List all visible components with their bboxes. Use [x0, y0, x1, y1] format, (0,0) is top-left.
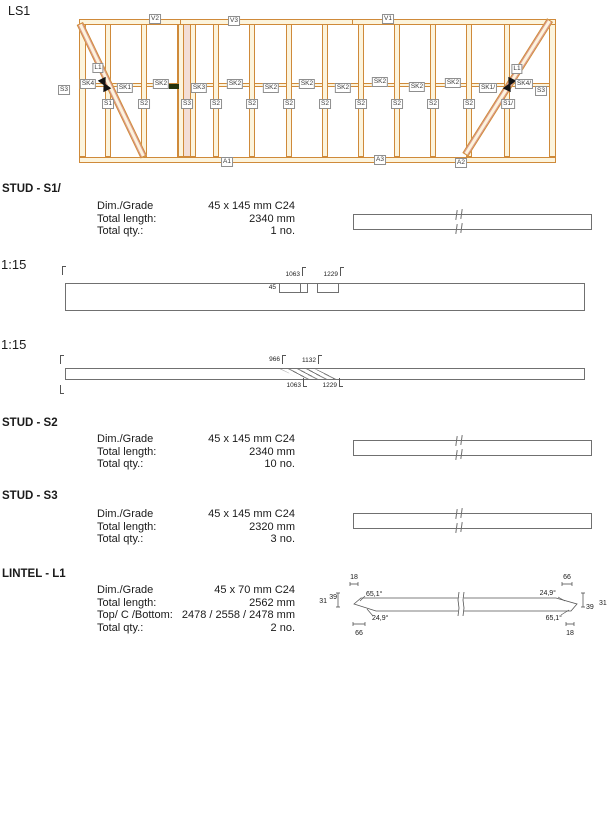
dim-right-31: 31 — [599, 600, 607, 607]
angle-top-right: 24,9° — [539, 590, 556, 597]
frame-tag-sk2: SK2 — [228, 80, 242, 87]
lintel-outline — [354, 598, 577, 611]
spec-value: 2562 mm — [249, 596, 295, 609]
spec-label: Dim./Grade — [97, 584, 154, 596]
dim-left-bottom: 66 — [355, 630, 363, 637]
frame-tag-s2: S2 — [248, 100, 256, 107]
frame-tag-a1: A1 — [223, 158, 231, 165]
spec-row — [97, 597, 295, 610]
frame-tag-s2: S2 — [429, 100, 437, 107]
spec-row — [97, 458, 295, 471]
spec-row — [97, 433, 295, 446]
frame-tag-s1: S1 — [104, 100, 112, 107]
spec-row — [97, 584, 295, 597]
panel-title: LS1 — [8, 4, 31, 18]
spec-label: Total length: — [97, 212, 157, 225]
notch-box — [300, 283, 308, 293]
break-mark — [460, 209, 462, 219]
spec-value: 2340 mm — [249, 445, 295, 458]
frame-tag-sk2: SK2 — [446, 79, 460, 86]
spec-row — [97, 521, 295, 534]
spec-label: Total length: — [97, 520, 157, 533]
break-mark — [460, 522, 462, 532]
dim-left-31: 31 — [319, 598, 327, 605]
frame-tag-s3: S3 — [60, 86, 68, 93]
frame-tag-v1: V1 — [384, 15, 392, 22]
spec-label: Top/ C /Bottom: — [97, 609, 173, 622]
spec-label: Total length: — [97, 596, 157, 609]
frame-tag-a3: A3 — [376, 156, 384, 163]
spec-table-l1 — [97, 584, 295, 634]
frame-tag-s3: S3 — [537, 87, 545, 94]
spec-value: 1 no. — [270, 225, 295, 238]
dim-right-bottom: 18 — [566, 630, 574, 637]
frame-elevation — [0, 0, 614, 172]
frame-tag-l1: L1 — [94, 64, 102, 71]
stud-s3-drawing — [353, 513, 592, 529]
spec-row — [97, 609, 295, 622]
spec-table-s3 — [97, 508, 295, 546]
notch-box — [279, 283, 301, 293]
stud — [394, 24, 400, 157]
dim-right-39: 39 — [586, 604, 594, 611]
frame-tag-sk4: SK4/ — [516, 80, 532, 87]
stud — [430, 24, 436, 157]
spec-value: 45 x 145 mm C24 — [208, 433, 295, 445]
frame-tag-s2: S2 — [465, 100, 473, 107]
spec-row — [97, 213, 295, 226]
frame-tag-sk2: SK2 — [336, 84, 350, 91]
stud — [322, 24, 328, 157]
spec-label: Total qty.: — [97, 458, 144, 471]
stud — [141, 24, 147, 157]
frame-tag-s2: S2 — [321, 100, 329, 107]
spec-value: 3 no. — [270, 533, 295, 546]
frame-tag-s1: S1/ — [503, 100, 513, 107]
frame-tag-sk2: SK2 — [264, 84, 278, 91]
spec-label: Total length: — [97, 445, 157, 458]
spec-row — [97, 200, 295, 213]
dimension-tick — [62, 266, 63, 275]
frame-tag-sk2: SK2 — [373, 78, 387, 85]
notch-box — [317, 283, 339, 293]
spec-value: 45 x 145 mm C24 — [208, 200, 295, 212]
break-mark — [455, 450, 457, 460]
corner-stud-right — [549, 24, 556, 157]
break-mark — [460, 223, 462, 233]
dim-1063: 1063 — [285, 271, 300, 278]
break-line — [458, 592, 459, 616]
scale-label-2: 1:15 — [1, 337, 27, 352]
spec-row — [97, 508, 295, 521]
spec-label: Dim./Grade — [97, 433, 154, 445]
frame-tag-s2: S2 — [393, 100, 401, 107]
section-heading-stud-s3: STUD - S3 — [2, 490, 58, 502]
spec-value: 2478 / 2558 / 2478 mm — [181, 609, 295, 622]
section-heading-stud-s1: STUD - S1/ — [2, 183, 61, 195]
frame-tag-sk1: SK1/ — [480, 84, 496, 91]
spec-label: Total qty.: — [97, 621, 144, 634]
dimension-tick — [303, 378, 304, 387]
spec-value: 45 x 145 mm C24 — [208, 508, 295, 520]
frame-tag-s2: S2 — [140, 100, 148, 107]
break-mark — [460, 449, 462, 459]
scale-label-1: 1:15 — [1, 257, 27, 272]
frame-tag-sk2: SK2 — [154, 80, 168, 87]
spec-table-s1 — [97, 200, 295, 238]
spec-value: 2 no. — [270, 621, 295, 634]
dimension-tick — [60, 355, 61, 364]
dimension-tick — [282, 355, 283, 364]
dim-left-39: 39 — [329, 594, 337, 601]
stud-s1-drawing — [353, 214, 592, 230]
stud — [249, 24, 255, 157]
frame-tag-a2: A2 — [457, 159, 465, 166]
frame-tag-sk2: SK2 — [410, 83, 424, 90]
frame-tag-l1: L1 — [513, 65, 521, 72]
spec-label: Dim./Grade — [97, 200, 154, 212]
spec-label: Dim./Grade — [97, 508, 154, 520]
dim-966: 966 — [269, 356, 280, 363]
section-heading-lintel-l1: LINTEL - L1 — [2, 568, 66, 580]
spec-row — [97, 225, 295, 238]
dim-1132: 1132 — [302, 357, 316, 364]
spec-value: 2320 mm — [249, 520, 295, 533]
spec-label: Total qty.: — [97, 533, 144, 546]
stud — [213, 24, 219, 157]
dim-left-top: 18 — [350, 574, 358, 581]
bottom-plate — [79, 157, 556, 163]
frame-tag-s2: S2 — [212, 100, 220, 107]
break-mark — [455, 224, 457, 234]
lintel-l1-drawing — [315, 565, 614, 647]
dimension-tick — [339, 378, 340, 387]
dimension-tick — [60, 385, 61, 394]
dim-right-top: 66 — [563, 574, 571, 581]
angle-bottom-right: 65,1° — [545, 615, 562, 622]
break-line — [463, 592, 464, 616]
frame-tag-v2: V2 — [151, 15, 159, 22]
break-mark — [455, 509, 457, 519]
section-heading-stud-s2: STUD - S2 — [2, 417, 58, 429]
dim-45: 45 — [268, 284, 276, 291]
stud-s2-drawing — [353, 440, 592, 456]
connector-mark — [168, 84, 179, 89]
frame-tag-v3: V3 — [230, 17, 238, 24]
dimension-tick — [318, 355, 319, 364]
spec-row — [97, 446, 295, 459]
stud — [178, 24, 184, 157]
angle-top-left: 65,1° — [366, 591, 383, 598]
spec-label: Total qty.: — [97, 225, 144, 238]
frame-tag-s3: S3 — [183, 100, 191, 107]
dimension-tick — [302, 267, 303, 276]
frame-tag-s2: S2 — [357, 100, 365, 107]
spec-value: 2340 mm — [249, 212, 295, 225]
frame-tag-sk4: SK4 — [81, 80, 95, 87]
dimension-tick — [340, 267, 341, 276]
break-mark — [460, 435, 462, 445]
plate-joint — [352, 19, 353, 25]
break-mark — [460, 508, 462, 518]
spec-row — [97, 533, 295, 546]
spec-value: 45 x 70 mm C24 — [214, 584, 295, 596]
angle-bottom-left: 24,9° — [372, 615, 389, 622]
spec-row — [97, 622, 295, 635]
spec-value: 10 no. — [264, 458, 295, 471]
dim-1229: 1229 — [323, 271, 338, 278]
break-mark — [455, 523, 457, 533]
break-mark — [455, 436, 457, 446]
frame-tag-sk1: SK1 — [118, 84, 132, 91]
diagonal-lintel-left — [77, 22, 147, 158]
stud — [358, 24, 364, 157]
break-mark — [455, 210, 457, 220]
frame-tag-s2: S2 — [285, 100, 293, 107]
dim-1063-bottom: 1063 — [286, 382, 301, 389]
frame-tag-sk2: SK2 — [300, 80, 314, 87]
stud — [286, 24, 292, 157]
spec-table-s2 — [97, 433, 295, 471]
frame-tag-sk3: SK3 — [192, 84, 206, 91]
dim-1229-bottom: 1229 — [322, 382, 337, 389]
